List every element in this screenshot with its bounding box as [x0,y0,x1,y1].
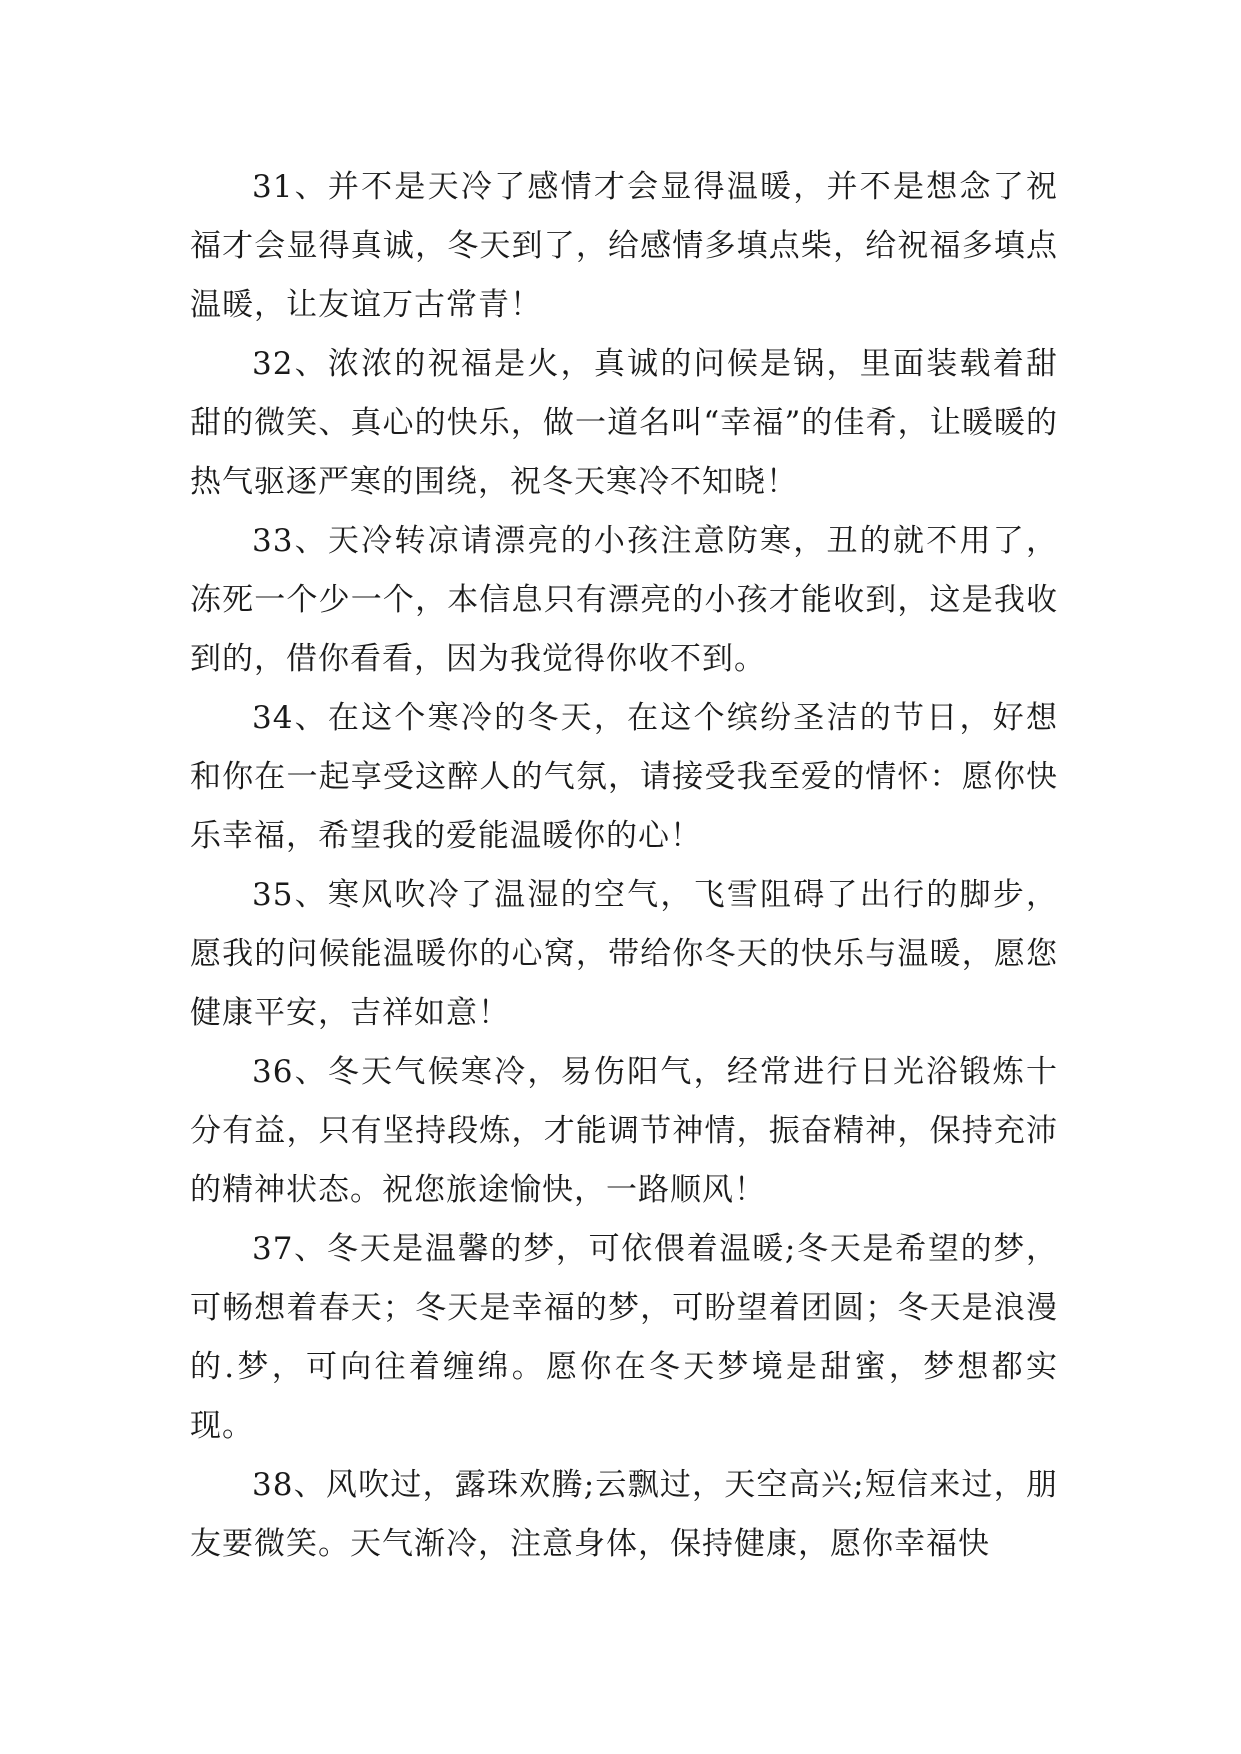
paragraph-36: 36、冬天气候寒冷，易伤阳气，经常进行日光浴锻炼十分有益，只有坚持段炼，才能调节神情，振奋精神，保持充沛的精神状态。祝您旅途愉快，一路顺风！ [190,1054,1058,1208]
paragraph-35: 35、寒风吹冷了温湿的空气，飞雪阻碍了出行的脚步，愿我的问候能温暖你的心窝，带给你冬天的快乐与温暖，愿您健康平安，吉祥如意！ [190,877,1058,1031]
paragraph-37: 37、冬天是温馨的梦，可依偎着温暖;冬天是希望的梦，可畅想着春天；冬天是幸福的梦，可盼望着团圆；冬天是浪漫的.梦，可向往着缠绵。愿你在冬天梦境是甜蜜，梦想都实现。 [190,1231,1058,1444]
paragraph-31: 31、并不是天冷了感情才会显得温暖，并不是想念了祝福才会显得真诚，冬天到了，给感情多填点柴，给祝福多填点温暖，让友谊万古常青！ [190,169,1058,323]
paragraph-32: 32、浓浓的祝福是火，真诚的问候是锅，里面装载着甜甜的微笑、真心的快乐，做一道名叫“幸福”的佳肴，让暖暖的热气驱逐严寒的围绕，祝冬天寒冷不知晓！ [190,346,1058,500]
paragraph-33: 33、天冷转凉请漂亮的小孩注意防寒，丑的就不用了，冻死一个少一个，本信息只有漂亮的小孩才能收到，这是我收到的，借你看看，因为我觉得你收不到。 [190,523,1058,677]
paragraph-34: 34、在这个寒冷的冬天，在这个缤纷圣洁的节日，好想和你在一起享受这醉人的气氛，请接受我至爱的情怀：愿你快乐幸福，希望我的爱能温暖你的心！ [190,700,1058,854]
document-body [190,158,1058,1574]
paragraph-38: 38、风吹过，露珠欢腾;云飘过，天空高兴;短信来过，朋友要微笑。天气渐冷，注意身体，保持健康，愿你幸福快 [190,1467,1058,1562]
